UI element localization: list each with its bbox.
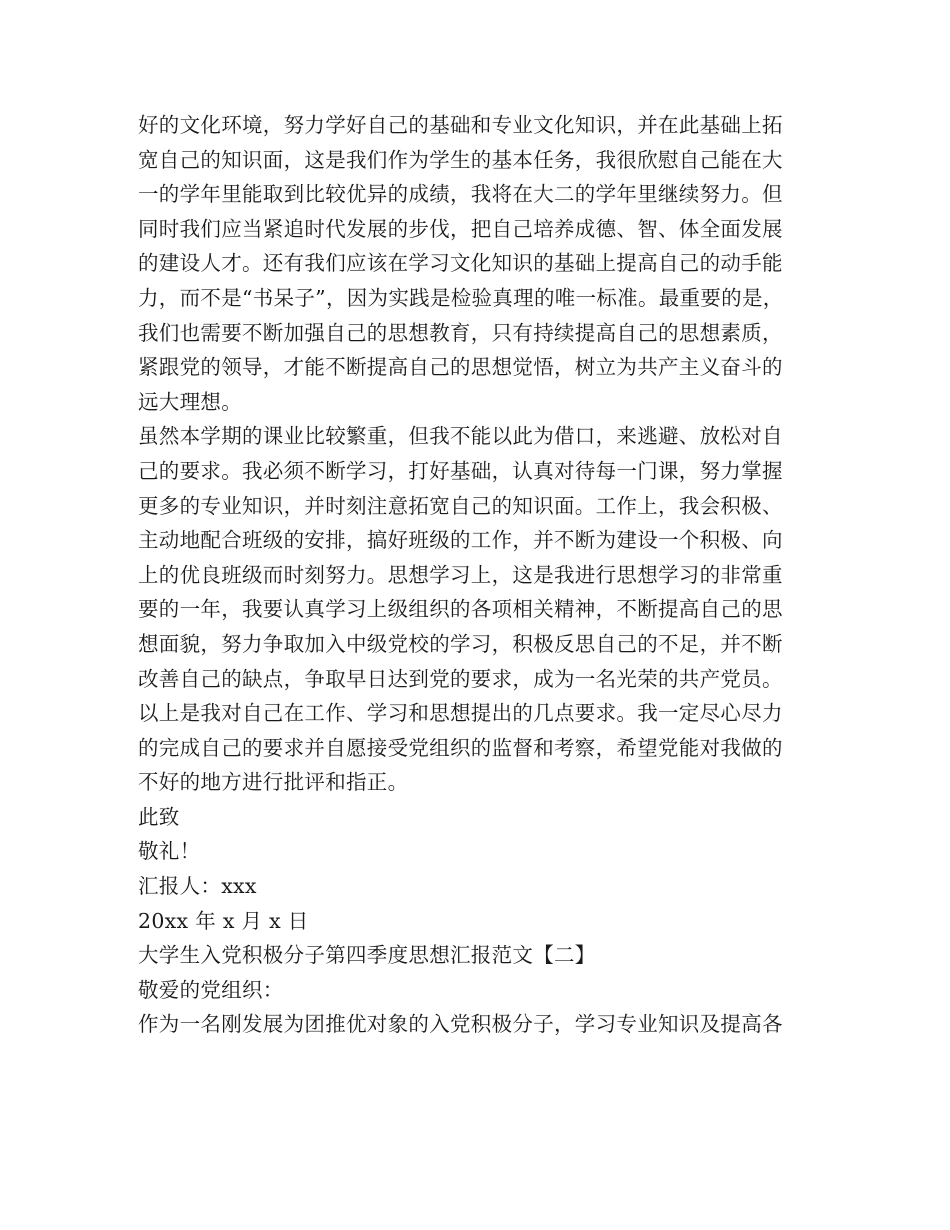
text-line: 远大理想。 [138, 389, 242, 414]
text-line: 一的学年里能取到比较优异的成绩，我将在大二的学年里继续努力。但 [138, 182, 783, 207]
text-line: 更多的专业知识，并时刻注意拓宽自己的知识面。工作上，我会积极、 [138, 493, 783, 518]
text-line: 虽然本学期的课业比较繁重，但我不能以此为借口，来逃避、放松对自 [138, 424, 783, 449]
section-title: 大学生入党积极分子第四季度思想汇报范文【二】 [138, 943, 596, 968]
text-line: 想面貌，努力争取加入中级党校的学习，积极反思自己的不足，并不断 [138, 631, 783, 656]
text-line: 同时我们应当紧追时代发展的步伐，把自己培养成德、智、体全面发展 [138, 216, 783, 241]
text-line: 紧跟党的领导，才能不断提高自己的思想觉悟，树立为共产主义奋斗的 [138, 355, 783, 380]
text-line: 作为一名刚发展为团推优对象的入党积极分子，学习专业知识及提高各 [138, 1012, 783, 1037]
text-line: 力，而不是“书呆子”，因为实践是检验真理的唯一标准。最重要的是， [138, 285, 784, 310]
text-line: 不好的地方进行批评和指正。 [138, 770, 409, 795]
salutation-regards: 敬礼！ [138, 839, 201, 864]
salutation-closing: 此致 [138, 804, 180, 829]
text-line: 要的一年，我要认真学习上级组织的各项相关精神，不断提高自己的思 [138, 597, 783, 622]
text-line: 主动地配合班级的安排，搞好班级的工作，并不断为建设一个积极、向 [138, 528, 783, 553]
text-line: 我们也需要不断加强自己的思想教育，只有持续提高自己的思想素质， [138, 320, 783, 345]
text-line: 宽自己的知识面，这是我们作为学生的基本任务，我很欣慰自己能在大 [138, 147, 783, 172]
text-line: 以上是我对自己在工作、学习和思想提出的几点要求。我一定尽心尽力 [138, 701, 783, 726]
text-line: 改善自己的缺点，争取早日达到党的要求，成为一名光荣的共产党员。 [138, 666, 783, 691]
text-line: 的建设人才。还有我们应该在学习文化知识的基础上提高自己的动手能 [138, 251, 783, 276]
reporter-name: 汇报人：xxx [138, 874, 257, 899]
text-line: 的完成自己的要求并自愿接受党组织的监督和考察，希望党能对我做的 [138, 735, 783, 760]
text-line: 上的优良班级而时刻努力。思想学习上，这是我进行思想学习的非常重 [138, 562, 783, 587]
salutation-opening: 敬爱的党组织： [138, 977, 284, 1002]
text-line: 己的要求。我必须不断学习，打好基础，认真对待每一门课，努力掌握 [138, 458, 783, 483]
text-line: 好的文化环境，努力学好自己的基础和专业文化知识，并在此基础上拓 [138, 113, 783, 137]
document-body [138, 108, 838, 1042]
report-date: 20xx 年 x 月 x 日 [138, 908, 309, 933]
